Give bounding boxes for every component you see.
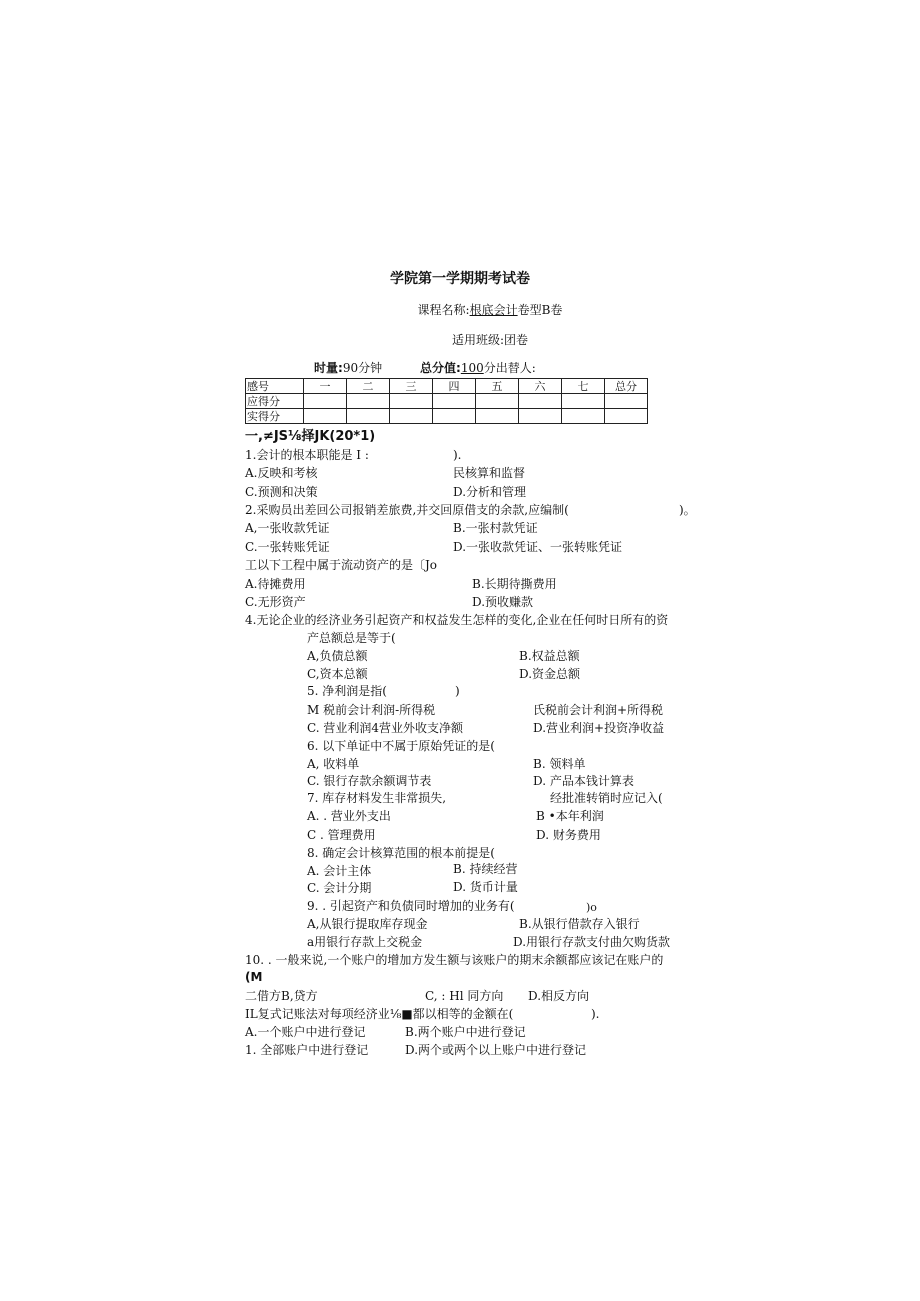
option-9b[interactable]: B.从银行借款存入银行 — [519, 917, 640, 931]
score-cell[interactable] — [605, 394, 648, 409]
question-11-end: ). — [591, 1007, 600, 1021]
question-4-cont: 产总额总是等于( — [307, 631, 396, 645]
score-row-label: 应得分 — [246, 394, 304, 409]
score-header-row — [246, 379, 648, 394]
question-8: 8. 确定会计核算范围的根本前提是( — [307, 846, 495, 860]
total-label: 总分值: — [420, 361, 461, 375]
option-2c[interactable]: C.一张转账凭证 — [245, 540, 330, 554]
option-4c[interactable]: C,资本总额 — [307, 667, 368, 681]
question-1: 1.会计的根本职能是 I : — [245, 448, 369, 462]
course-line — [0, 301, 920, 318]
score-header-cell: 总分 — [605, 379, 648, 394]
score-cell[interactable] — [605, 409, 648, 424]
option-7b[interactable]: B •本年利润 — [536, 809, 604, 823]
option-11b[interactable]: B.两个账户中进行登记 — [405, 1025, 526, 1039]
option-2a[interactable]: A,一张收款凭证 — [245, 521, 330, 535]
question-10-cont: (M — [245, 970, 263, 984]
exam-title: 学院第一学期期考试卷 — [390, 271, 530, 287]
option-8c[interactable]: C. 会计分期 — [307, 881, 372, 895]
total-value: 100 — [460, 361, 484, 375]
question-3: 工以下工程中属于流动资产的是〔Jo — [245, 558, 438, 572]
option-9a[interactable]: A,从银行提取库存现金 — [307, 917, 428, 931]
score-row — [246, 409, 648, 424]
score-header-cell: 三 — [390, 379, 433, 394]
question-10: 10. . 一般来说,一个账户的增加方发生额与该账户的期末余额都应该记在账户的 — [245, 953, 664, 967]
option-2b[interactable]: B.一张村款凭证 — [453, 521, 538, 535]
score-cell[interactable] — [433, 394, 476, 409]
total-info — [420, 361, 536, 375]
option-6c[interactable]: C. 银行存款余额调节表 — [307, 774, 432, 788]
score-cell[interactable] — [433, 409, 476, 424]
score-cell[interactable] — [304, 409, 347, 424]
option-1c[interactable]: C.预测和决策 — [245, 485, 318, 499]
class-line: 适用班级:团卷 — [451, 333, 529, 347]
option-2d[interactable]: D.一张收款凭证、一张转账凭证 — [453, 540, 623, 554]
question-11: IL复式记账法对每项经济业⅛■都以相等的金额在( — [245, 1007, 514, 1021]
setter-label: 分出替人: — [483, 361, 536, 375]
score-cell[interactable] — [304, 394, 347, 409]
option-11c[interactable]: 1. 全部账户中进行登记 — [245, 1043, 369, 1057]
time-label: 时量: — [314, 361, 343, 375]
section1-title: 一,≠JS⅛择JK(20*1) — [245, 429, 376, 444]
option-9d[interactable]: D.用银行存款支付曲欠购货款 — [513, 935, 671, 949]
score-header-cell: 一 — [304, 379, 347, 394]
question-2: 2.采购员出差回公司报销差旅费,并交回原借支的余款,应编制( — [245, 503, 569, 517]
score-cell[interactable] — [347, 409, 390, 424]
score-cell[interactable] — [476, 394, 519, 409]
option-6a[interactable]: A, 收料单 — [307, 757, 360, 771]
option-3b[interactable]: B.长期待撕费用 — [472, 577, 557, 591]
option-8d[interactable]: D. 货币计量 — [453, 880, 518, 894]
score-header-cell: 六 — [519, 379, 562, 394]
option-10c[interactable]: C, : Hl 同方向 — [425, 989, 504, 1003]
question-1-end: ). — [453, 448, 462, 462]
score-cell[interactable] — [390, 394, 433, 409]
course-label: 课程名称: — [417, 303, 470, 317]
score-cell[interactable] — [476, 409, 519, 424]
score-header-cell: 二 — [347, 379, 390, 394]
score-header-cell: 七 — [562, 379, 605, 394]
option-4b[interactable]: B.权益总额 — [519, 649, 580, 663]
question-2-end: )。 — [679, 503, 696, 517]
score-row — [246, 394, 648, 409]
option-5b[interactable]: 氏税前会计利润+所得税 — [533, 703, 664, 717]
score-cell[interactable] — [562, 409, 605, 424]
time-info — [314, 361, 382, 375]
score-header-cell: 感号 — [246, 379, 304, 394]
option-1a[interactable]: A.反映和考核 — [245, 466, 318, 480]
course-name: 根底会计 — [469, 303, 518, 317]
score-row-label: 实得分 — [246, 409, 304, 424]
score-cell[interactable] — [519, 409, 562, 424]
option-11d[interactable]: D.两个或两个以上账户中进行登记 — [405, 1043, 587, 1057]
score-cell[interactable] — [519, 394, 562, 409]
option-8b[interactable]: B. 持续经营 — [453, 862, 518, 876]
option-7c[interactable]: C . 管理费用 — [307, 828, 376, 842]
option-3c[interactable]: C.无形资产 — [245, 595, 306, 609]
option-3a[interactable]: A.待摊费用 — [245, 577, 306, 591]
question-7: 7. 库存材料发生非常损失, — [307, 791, 447, 805]
option-11a[interactable]: A.一个账户中进行登记 — [245, 1025, 366, 1039]
option-8a[interactable]: A. 会计主体 — [307, 864, 372, 878]
question-5-end: ) — [455, 684, 460, 698]
option-5a[interactable]: M 税前会计利润-所得税 — [307, 703, 436, 717]
score-header-cell: 五 — [476, 379, 519, 394]
option-5d[interactable]: D.营业利润+投资净收益 — [533, 721, 665, 735]
option-1d[interactable]: D.分析和管理 — [453, 485, 527, 499]
paper-type: 卷型B卷 — [517, 303, 563, 317]
option-6d[interactable]: D. 产品本钱计算表 — [533, 774, 634, 788]
score-table — [245, 378, 648, 424]
score-header-cell: 四 — [433, 379, 476, 394]
option-10a[interactable]: 二借方B,贷方 — [245, 989, 318, 1003]
question-9-end: )o — [586, 901, 597, 914]
time-value: 90分钟 — [342, 361, 383, 375]
option-10d[interactable]: D.相反方向 — [528, 989, 590, 1003]
option-4a[interactable]: A,负债总额 — [307, 649, 368, 663]
question-4: 4.无论企业的经济业务引起资产和权益发生怎样的变化,企业在任何时日所有的资 — [245, 613, 669, 627]
score-cell[interactable] — [562, 394, 605, 409]
option-7a[interactable]: A. . 营业外支出 — [307, 809, 391, 823]
question-9: 9. . 引起资产和负债同时增加的业务有( — [307, 899, 515, 913]
option-3d[interactable]: D.预收赚款 — [472, 595, 534, 609]
option-1b[interactable]: 民核算和监督 — [453, 466, 526, 480]
score-cell[interactable] — [390, 409, 433, 424]
option-6b[interactable]: B. 领料单 — [533, 757, 586, 771]
question-5: 5. 净利润是指( — [307, 684, 387, 698]
option-5c[interactable]: C. 营业利润4营业外收支净额 — [307, 721, 464, 735]
question-6: 6. 以下单证中不属于原始凭证的是( — [307, 739, 495, 753]
option-7d[interactable]: D. 财务费用 — [536, 828, 601, 842]
option-4d[interactable]: D.资金总额 — [519, 667, 581, 681]
score-cell[interactable] — [347, 394, 390, 409]
option-9c[interactable]: a用银行存款上交税金 — [307, 935, 423, 949]
question-7-cont: 经批准转销时应记入( — [550, 791, 663, 805]
